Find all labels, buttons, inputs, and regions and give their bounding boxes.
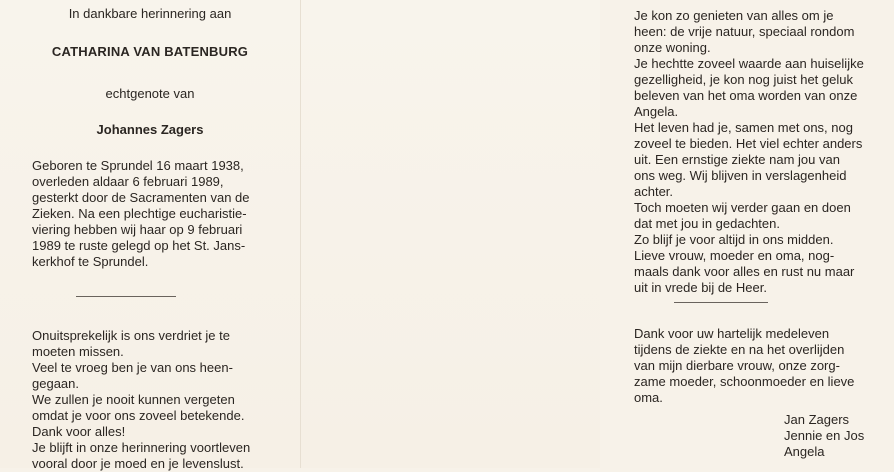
signatory-name: Angela — [784, 444, 825, 459]
memory-line: achter. — [634, 184, 674, 199]
bio-line: 1989 te ruste gelegd op het St. Jans- — [32, 238, 246, 253]
grief-line: Veel te vroeg ben je van ons heen- — [32, 360, 233, 375]
bio-line: Zieken. Na een plechtige eucharistie- — [32, 206, 247, 221]
grief-line: Onuitsprekelijk is ons verdriet je te — [32, 328, 230, 343]
section-divider — [674, 302, 768, 303]
memory-line: beleven van het oma worden van onze — [634, 88, 858, 103]
memory-line: heen: de vrije natuur, speciaal rondom — [634, 24, 855, 39]
memory-line: Het leven had je, samen met ons, nog — [634, 120, 853, 135]
memory-line: maals dank voor alles en rust nu maar — [634, 264, 855, 279]
biography-paragraph — [32, 158, 272, 270]
thanks-paragraph — [634, 326, 870, 406]
signatories — [784, 412, 894, 460]
bio-line: overleden aldaar 6 februari 1989, — [32, 174, 224, 189]
bio-line: kerkhof te Sprundel. — [32, 254, 149, 269]
grief-line: omdat je voor ons zoveel betekende. — [32, 408, 245, 423]
memory-line: Je hechtte zoveel waarde aan huiselijke — [634, 56, 864, 71]
memory-line: Toch moeten wij verder gaan en doen — [634, 200, 851, 215]
memory-paragraph — [634, 8, 870, 296]
memory-line: ons weg. Wij blijven in verslagenheid — [634, 168, 847, 183]
memory-line: Zo blijf je voor altijd in ons midden. — [634, 232, 834, 247]
memory-line: Angela. — [634, 104, 679, 119]
memory-line: zoveel te bieden. Het viel echter anders — [634, 136, 863, 151]
memory-line: gezelligheid, je kon nog juist het geluk — [634, 72, 853, 87]
signatory-name: Jennie en Jos — [784, 428, 865, 443]
grief-paragraph — [32, 328, 272, 472]
card-fold — [300, 0, 301, 468]
deceased-name: CATHARINA VAN BATENBURG — [51, 44, 249, 59]
thanks-line: zame moeder, schoonmoeder en lieve — [634, 374, 855, 389]
grief-line: gegaan. — [32, 376, 79, 391]
husband-name: Johannes Zagers — [96, 122, 204, 137]
grief-line: Dank voor alles! — [32, 424, 126, 439]
memory-line: Je kon zo genieten van alles om je — [634, 8, 834, 23]
bio-line: gesterkt door de Sacramenten van de — [32, 190, 250, 205]
thanks-line: tijdens de ziekte en na het overlijden — [634, 342, 845, 357]
thanks-line: Dank voor uw hartelijk medeleven — [634, 326, 830, 341]
grief-line: moeten missen. — [32, 344, 124, 359]
signatory-name: Jan Zagers — [784, 412, 850, 427]
memory-line: uit. Een ernstige ziekte nam jou van — [634, 152, 840, 167]
memory-line: uit in vrede bij de Heer. — [634, 280, 767, 295]
bio-line: Geboren te Sprundel 16 maart 1938, — [32, 158, 244, 173]
section-divider — [76, 296, 176, 297]
spouse-label: echtgenote van — [105, 86, 195, 101]
bio-line: viering hebben wij haar op 9 februari — [32, 222, 243, 237]
grief-line: We zullen je nooit kunnen vergeten — [32, 392, 235, 407]
thanks-line: oma. — [634, 390, 663, 405]
memory-line: dat met jou in gedachten. — [634, 216, 780, 231]
grief-line: Je blijft in onze herinnering voortleven — [32, 440, 251, 455]
grief-line: vooral door je moed en je levenslust. — [32, 456, 244, 471]
memory-line: Lieve vrouw, moeder en oma, nog- — [634, 248, 835, 263]
thanks-line: van mijn dierbare vrouw, onze zorg- — [634, 358, 840, 373]
intro-text: In dankbare herinnering aan — [68, 6, 232, 21]
memory-line: onze woning. — [634, 40, 711, 55]
